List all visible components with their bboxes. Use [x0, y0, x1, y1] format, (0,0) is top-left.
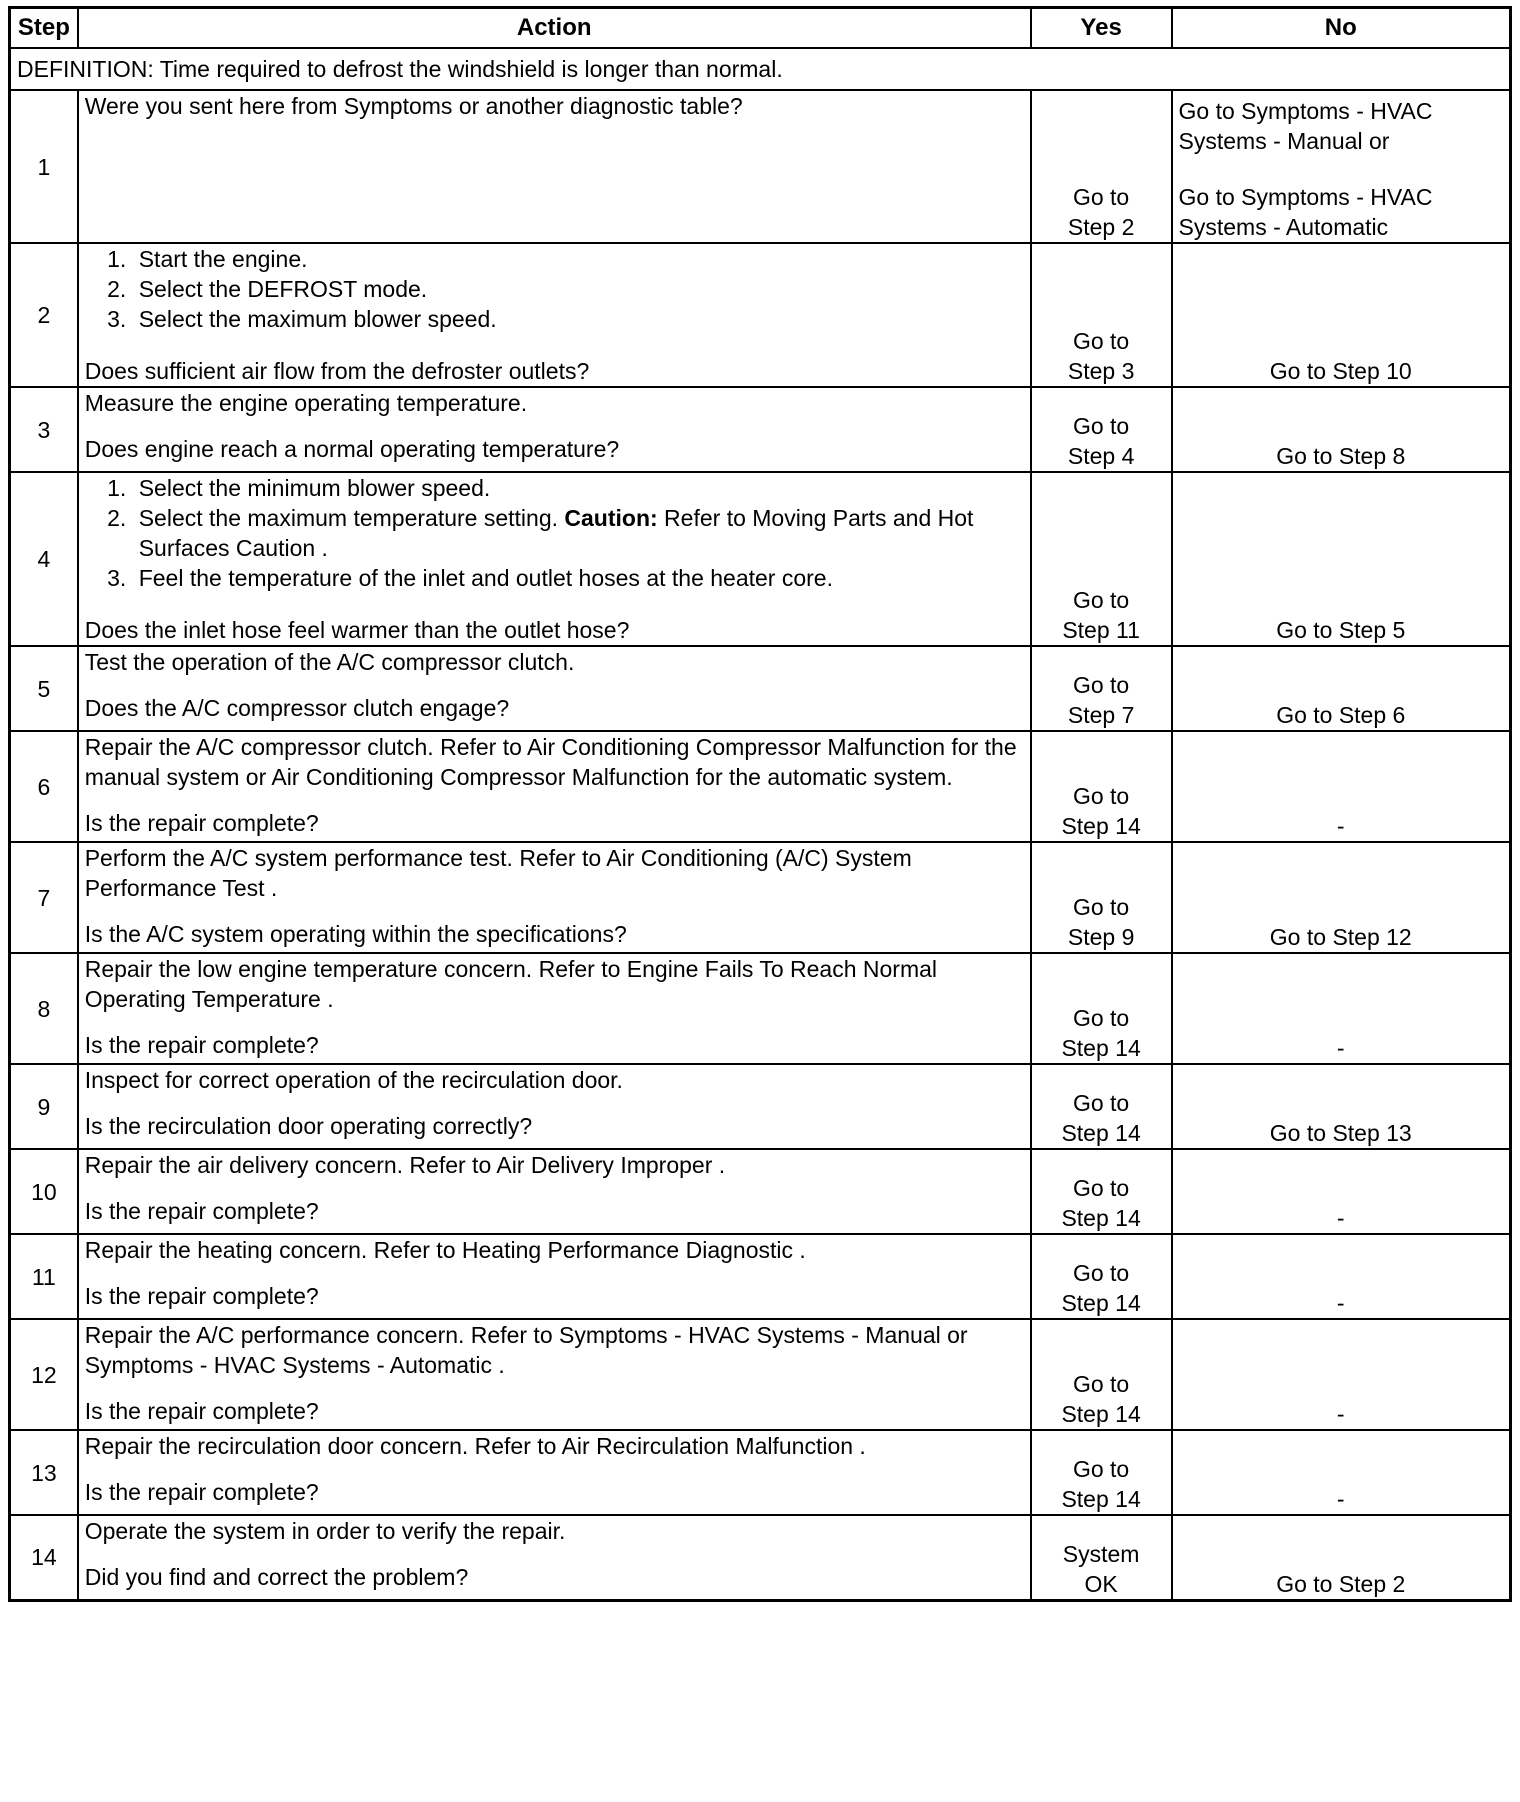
action-question: Is the repair complete? [84, 1198, 319, 1224]
no-cell: Go to Step 10 [1172, 243, 1511, 387]
yes-line: Step 14 [1061, 1486, 1141, 1512]
yes-cell [1031, 1430, 1172, 1515]
definition-text: DEFINITION: Time required to defrost the windshield is longer than normal. [10, 48, 1511, 90]
step-number: 5 [10, 646, 78, 731]
yes-line: System [1062, 1540, 1140, 1567]
table-row [10, 1430, 1511, 1515]
yes-line: Go to [1072, 672, 1130, 698]
yes-line: Step 14 [1061, 1120, 1141, 1146]
action-question: Is the repair complete? [84, 1032, 319, 1058]
no-line: Go to Symptoms - HVAC [1178, 98, 1433, 124]
yes-line: Go to [1072, 1175, 1130, 1201]
list-item [133, 503, 1024, 563]
action-cell [78, 646, 1031, 731]
table-row [10, 1319, 1511, 1430]
step-number: 12 [10, 1319, 78, 1430]
no-cell: Go to Step 5 [1172, 472, 1511, 646]
action-text: Operate the system in order to verify the repair. [84, 1518, 566, 1544]
no-line: Go to Symptoms - HVAC [1178, 184, 1433, 210]
yes-line: Go to [1072, 328, 1130, 354]
step-number: 9 [10, 1064, 78, 1149]
step-number: 10 [10, 1149, 78, 1234]
table-row [10, 1234, 1511, 1319]
caution-label: Caution: [564, 505, 658, 531]
table-row [10, 472, 1511, 646]
step-number: 4 [10, 472, 78, 646]
yes-cell [1031, 90, 1172, 243]
yes-line: Go to [1072, 413, 1130, 439]
yes-cell [1031, 472, 1172, 646]
table-row [10, 953, 1511, 1064]
list-item: 1. Select the minimum blower speed. [133, 473, 1024, 503]
no-cell: - [1172, 1430, 1511, 1515]
no-cell [1172, 90, 1511, 243]
yes-line: Step 7 [1067, 702, 1135, 728]
yes-cell [1031, 243, 1172, 387]
no-cell: Go to Step 12 [1172, 842, 1511, 953]
no-line: Systems - Automatic [1178, 214, 1389, 240]
action-question: Is the repair complete? [84, 1398, 319, 1424]
yes-line: Go to [1072, 1260, 1130, 1286]
action-cell [78, 1430, 1031, 1515]
definition-row [10, 48, 1511, 90]
action-list [85, 244, 1024, 334]
action-cell [78, 1149, 1031, 1234]
yes-line: Go to [1072, 1005, 1130, 1031]
action-question: Is the repair complete? [84, 1479, 319, 1505]
table-row [10, 646, 1511, 731]
table-row [10, 387, 1511, 472]
header-action: Action [78, 8, 1031, 49]
yes-cell [1031, 1319, 1172, 1430]
action-cell [78, 472, 1031, 646]
list-text: Select the maximum temperature setting. [138, 505, 565, 531]
action-question: Does engine reach a normal operating temperature? [84, 436, 620, 462]
yes-line: OK [1084, 1570, 1118, 1597]
action-text: Perform the A/C system performance test. Refer to Air Conditioning (A/C) System Performance Test . [84, 845, 912, 901]
yes-line: Step 14 [1061, 1205, 1141, 1231]
header-no: No [1172, 8, 1511, 49]
action-cell [78, 1064, 1031, 1149]
action-question: Does the A/C compressor clutch engage? [84, 695, 510, 721]
yes-line: Step 14 [1061, 1035, 1141, 1061]
no-line: Systems - Manual or [1178, 128, 1390, 154]
action-question: Did you find and correct the problem? [84, 1564, 469, 1590]
list-text: Refer to Moving Parts and Hot Surfaces Caution . [138, 505, 974, 561]
list-item: 3. Select the maximum blower speed. [133, 304, 1024, 334]
table-row [10, 90, 1511, 243]
list-item: 3. Feel the temperature of the inlet and outlet hoses at the heater core. [133, 563, 1024, 593]
action-text: Repair the A/C compressor clutch. Refer to Air Conditioning Compressor Malfunction for the manual system or Air Conditioning Compressor Malfunction for the automatic system. [84, 734, 1017, 790]
header-step: Step [10, 8, 78, 49]
step-number: 1 [10, 90, 78, 243]
action-cell [78, 1515, 1031, 1600]
action-question: Is the A/C system operating within the specifications? [84, 921, 627, 947]
no-cell: - [1172, 1319, 1511, 1430]
step-number: 13 [10, 1430, 78, 1515]
step-number: 11 [10, 1234, 78, 1319]
action-text: Measure the engine operating temperature. [84, 390, 528, 416]
yes-line: Step 14 [1061, 813, 1141, 839]
yes-cell [1031, 387, 1172, 472]
yes-line: Go to [1072, 894, 1130, 920]
step-number: 6 [10, 731, 78, 842]
step-number: 14 [10, 1515, 78, 1600]
yes-cell [1031, 1234, 1172, 1319]
action-text: Repair the heating concern. Refer to Heating Performance Diagnostic . [84, 1237, 806, 1263]
action-text: Were you sent here from Symptoms or another diagnostic table? [84, 93, 743, 119]
no-cell: - [1172, 731, 1511, 842]
no-cell: Go to Step 13 [1172, 1064, 1511, 1149]
action-cell [78, 1319, 1031, 1430]
yes-cell [1031, 842, 1172, 953]
yes-line: Go to [1072, 184, 1130, 210]
step-number: 7 [10, 842, 78, 953]
step-number: 8 [10, 953, 78, 1064]
action-cell [78, 90, 1031, 243]
action-text: Repair the recirculation door concern. Refer to Air Recirculation Malfunction . [84, 1433, 866, 1459]
yes-cell [1031, 1064, 1172, 1149]
action-cell [78, 1234, 1031, 1319]
yes-line: Go to [1072, 783, 1130, 809]
header-yes: Yes [1031, 8, 1172, 49]
table-header-row [10, 8, 1511, 49]
action-question: Is the recirculation door operating correctly? [84, 1113, 533, 1139]
table-row [10, 243, 1511, 387]
step-number: 3 [10, 387, 78, 472]
yes-line: Go to [1072, 1090, 1130, 1116]
action-question: Does the inlet hose feel warmer than the outlet hose? [84, 617, 630, 643]
yes-line: Step 9 [1067, 924, 1135, 950]
step-number: 2 [10, 243, 78, 387]
action-text: Inspect for correct operation of the recirculation door. [84, 1067, 623, 1093]
yes-line: Step 14 [1061, 1401, 1141, 1427]
no-cell: - [1172, 1234, 1511, 1319]
yes-line: Go to [1072, 1456, 1130, 1482]
yes-line: Step 4 [1067, 443, 1135, 469]
diagnostic-table [8, 6, 1512, 1602]
action-cell [78, 842, 1031, 953]
action-text: Repair the air delivery concern. Refer to Air Delivery Improper . [84, 1152, 726, 1178]
table-row [10, 1149, 1511, 1234]
yes-line: Step 11 [1062, 617, 1140, 643]
yes-line: Step 14 [1061, 1290, 1141, 1316]
action-question: Is the repair complete? [84, 810, 319, 836]
no-cell: Go to Step 6 [1172, 646, 1511, 731]
yes-cell [1031, 1515, 1172, 1600]
yes-line: Go to [1072, 587, 1130, 613]
list-item: 2. Select the DEFROST mode. [133, 274, 1024, 304]
action-text: Repair the A/C performance concern. Refer to Symptoms - HVAC Systems - Manual or Symptoms - HVAC Systems - Automatic . [84, 1322, 968, 1378]
yes-cell [1031, 646, 1172, 731]
yes-cell [1031, 1149, 1172, 1234]
yes-cell [1031, 953, 1172, 1064]
yes-line: Step 2 [1067, 214, 1135, 240]
action-cell [78, 953, 1031, 1064]
action-list [85, 473, 1024, 593]
action-question: Is the repair complete? [84, 1283, 319, 1309]
no-cell: - [1172, 953, 1511, 1064]
action-cell [78, 387, 1031, 472]
yes-line: Go to [1072, 1371, 1130, 1397]
action-question: Does sufficient air flow from the defroster outlets? [84, 358, 590, 384]
no-cell: Go to Step 8 [1172, 387, 1511, 472]
action-text: Repair the low engine temperature concern. Refer to Engine Fails To Reach Normal Operating Temperature . [84, 956, 938, 1012]
yes-line: Step 3 [1067, 358, 1135, 384]
no-cell: Go to Step 2 [1172, 1515, 1511, 1600]
action-text: Test the operation of the A/C compressor clutch. [84, 649, 575, 675]
list-item: 1. Start the engine. [133, 244, 1024, 274]
no-cell: - [1172, 1149, 1511, 1234]
table-row [10, 1064, 1511, 1149]
table-row [10, 731, 1511, 842]
yes-cell [1031, 731, 1172, 842]
action-cell [78, 243, 1031, 387]
table-row [10, 842, 1511, 953]
action-cell [78, 731, 1031, 842]
table-row [10, 1515, 1511, 1600]
